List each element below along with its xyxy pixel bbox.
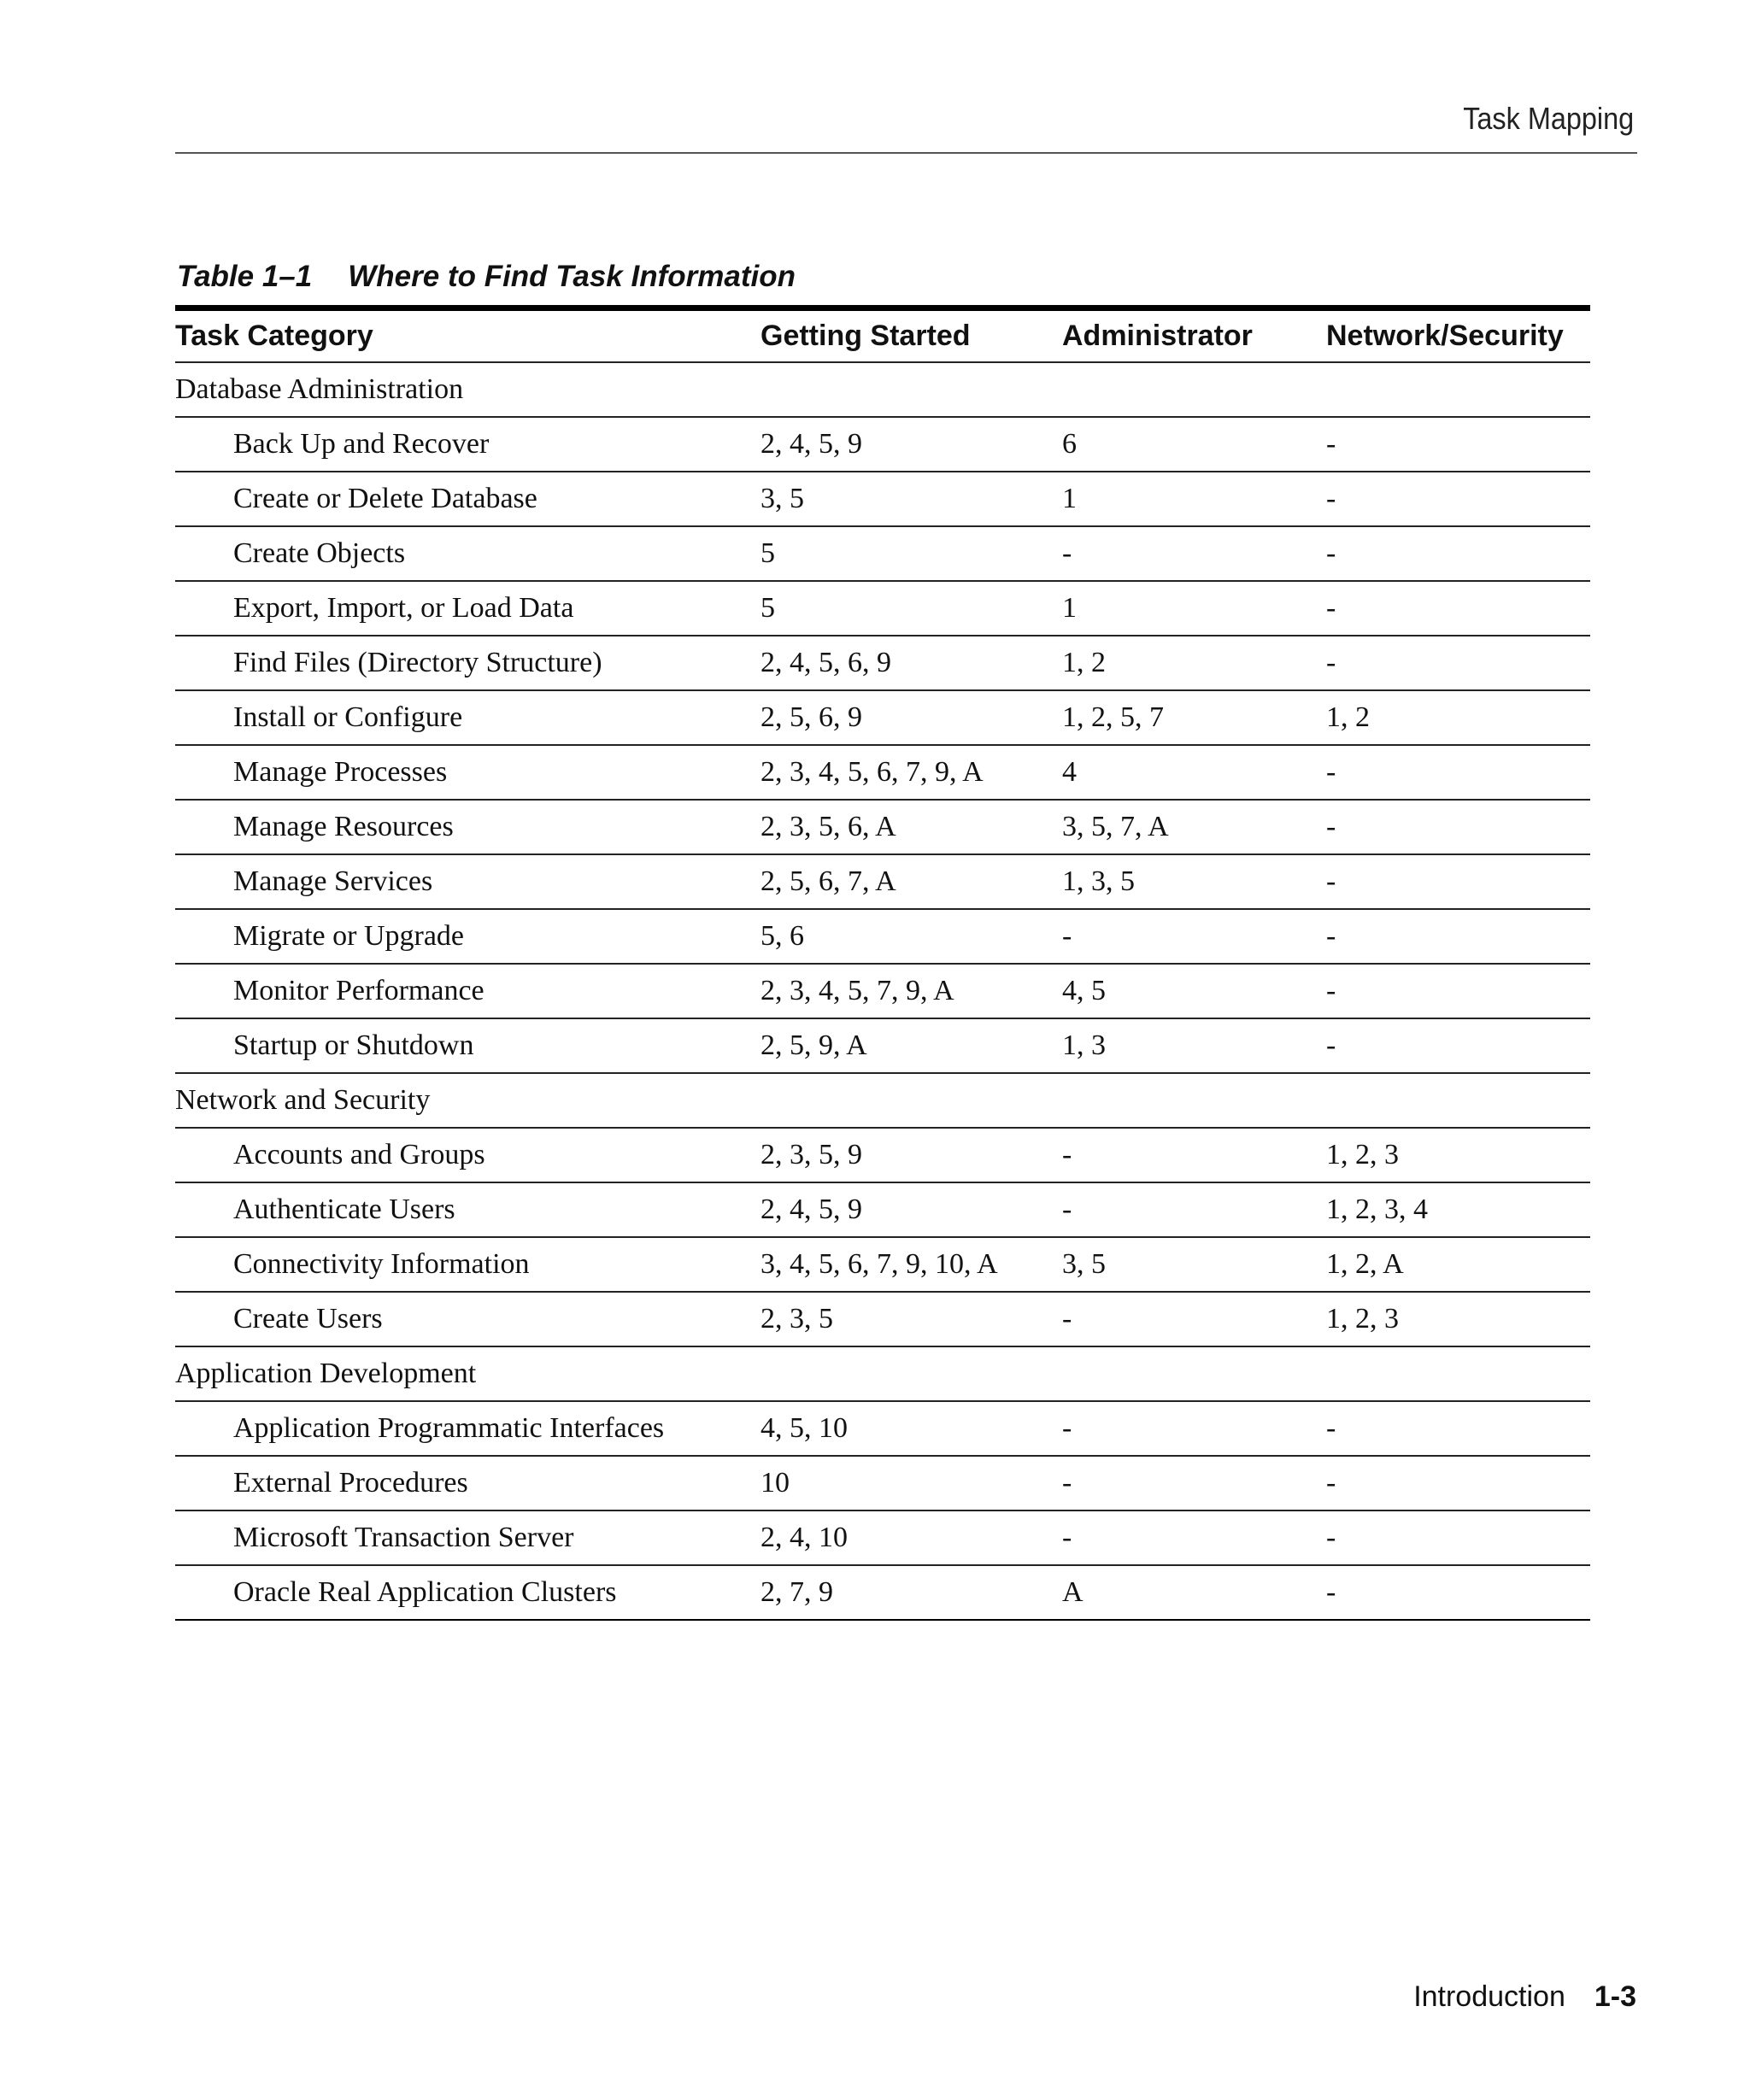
getting-started-cell: 2, 3, 5 [760, 1292, 1062, 1346]
getting-started-cell: 5 [760, 526, 1062, 581]
network-security-cell: 1, 2, A [1326, 1237, 1590, 1292]
table-row [175, 636, 1590, 690]
table-row [175, 854, 1590, 909]
table-header-row [175, 308, 1590, 363]
column-header-getting-started: Getting Started [760, 308, 1062, 363]
task-name: Manage Services [175, 854, 760, 909]
table-row [175, 964, 1590, 1018]
task-name: Install or Configure [175, 690, 760, 745]
network-security-cell: - [1326, 1565, 1590, 1620]
administrator-cell: 1, 2 [1062, 636, 1326, 690]
administrator-cell: 3, 5, 7, A [1062, 800, 1326, 854]
network-security-cell: - [1326, 1510, 1590, 1565]
network-security-cell: - [1326, 909, 1590, 964]
getting-started-cell: 2, 5, 9, A [760, 1018, 1062, 1073]
table-row [175, 800, 1590, 854]
administrator-cell: - [1062, 909, 1326, 964]
getting-started-cell: 2, 4, 10 [760, 1510, 1062, 1565]
task-name: Authenticate Users [175, 1182, 760, 1237]
administrator-cell: 3, 5 [1062, 1237, 1326, 1292]
category-row [175, 1346, 1590, 1401]
administrator-cell: - [1062, 1292, 1326, 1346]
network-security-cell: - [1326, 800, 1590, 854]
getting-started-cell: 5 [760, 581, 1062, 636]
task-name: Manage Processes [175, 745, 760, 800]
task-name: Export, Import, or Load Data [175, 581, 760, 636]
table-row [175, 1128, 1590, 1182]
task-name: External Procedures [175, 1456, 760, 1510]
network-security-cell: - [1326, 964, 1590, 1018]
administrator-cell: 1, 2, 5, 7 [1062, 690, 1326, 745]
table-row [175, 1401, 1590, 1456]
getting-started-cell: 2, 3, 4, 5, 7, 9, A [760, 964, 1062, 1018]
administrator-cell: 4, 5 [1062, 964, 1326, 1018]
task-name: Manage Resources [175, 800, 760, 854]
network-security-cell: 1, 2, 3 [1326, 1292, 1590, 1346]
network-security-cell: - [1326, 636, 1590, 690]
task-name: Oracle Real Application Clusters [175, 1565, 760, 1620]
administrator-cell: - [1062, 1128, 1326, 1182]
getting-started-cell: 2, 3, 4, 5, 6, 7, 9, A [760, 745, 1062, 800]
table-row [175, 745, 1590, 800]
table-row [175, 1292, 1590, 1346]
running-head: Task Mapping [1463, 101, 1634, 136]
network-security-cell: - [1326, 581, 1590, 636]
column-header-task-category: Task Category [175, 308, 760, 363]
network-security-cell: 1, 2, 3, 4 [1326, 1182, 1590, 1237]
column-header-administrator: Administrator [1062, 308, 1326, 363]
task-name: Application Programmatic Interfaces [175, 1401, 760, 1456]
network-security-cell: - [1326, 1018, 1590, 1073]
getting-started-cell: 10 [760, 1456, 1062, 1510]
table-row [175, 1018, 1590, 1073]
administrator-cell: - [1062, 1401, 1326, 1456]
table-row [175, 1182, 1590, 1237]
administrator-cell: 1 [1062, 472, 1326, 526]
column-header-network-security: Network/Security [1326, 308, 1590, 363]
table-row [175, 1456, 1590, 1510]
administrator-cell: - [1062, 1182, 1326, 1237]
network-security-cell: 1, 2 [1326, 690, 1590, 745]
task-name: Accounts and Groups [175, 1128, 760, 1182]
category-label: Network and Security [175, 1073, 1590, 1128]
network-security-cell: - [1326, 854, 1590, 909]
task-name: Monitor Performance [175, 964, 760, 1018]
network-security-cell: - [1326, 472, 1590, 526]
task-name: Create Objects [175, 526, 760, 581]
table-row [175, 1237, 1590, 1292]
administrator-cell: - [1062, 526, 1326, 581]
getting-started-cell: 3, 5 [760, 472, 1062, 526]
category-row [175, 1073, 1590, 1128]
getting-started-cell: 2, 4, 5, 9 [760, 417, 1062, 472]
network-security-cell: - [1326, 526, 1590, 581]
administrator-cell: 1 [1062, 581, 1326, 636]
table-row [175, 1565, 1590, 1620]
footer-section-title: Introduction [1413, 1980, 1565, 2013]
administrator-cell: - [1062, 1456, 1326, 1510]
category-row [175, 362, 1590, 417]
task-name: Connectivity Information [175, 1237, 760, 1292]
task-name: Create Users [175, 1292, 760, 1346]
page-number: 1-3 [1594, 1980, 1636, 2013]
table-row [175, 417, 1590, 472]
table-caption-title: Where to Find Task Information [348, 260, 796, 293]
task-name: Back Up and Recover [175, 417, 760, 472]
network-security-cell: - [1326, 1456, 1590, 1510]
getting-started-cell: 2, 3, 5, 6, A [760, 800, 1062, 854]
administrator-cell: 6 [1062, 417, 1326, 472]
task-name: Migrate or Upgrade [175, 909, 760, 964]
network-security-cell: 1, 2, 3 [1326, 1128, 1590, 1182]
page-footer [1413, 1980, 1636, 2014]
table-row [175, 472, 1590, 526]
table-caption [177, 260, 796, 294]
table-row [175, 581, 1590, 636]
network-security-cell: - [1326, 417, 1590, 472]
table-row [175, 909, 1590, 964]
administrator-cell: 4 [1062, 745, 1326, 800]
task-name: Create or Delete Database [175, 472, 760, 526]
getting-started-cell: 3, 4, 5, 6, 7, 9, 10, A [760, 1237, 1062, 1292]
getting-started-cell: 4, 5, 10 [760, 1401, 1062, 1456]
table-caption-number: Table 1–1 [177, 260, 313, 293]
category-label: Application Development [175, 1346, 1590, 1401]
task-name: Microsoft Transaction Server [175, 1510, 760, 1565]
table-row [175, 690, 1590, 745]
table-row [175, 526, 1590, 581]
getting-started-cell: 2, 3, 5, 9 [760, 1128, 1062, 1182]
administrator-cell: A [1062, 1565, 1326, 1620]
header-rule [175, 152, 1637, 154]
task-name: Find Files (Directory Structure) [175, 636, 760, 690]
administrator-cell: 1, 3 [1062, 1018, 1326, 1073]
getting-started-cell: 2, 5, 6, 7, A [760, 854, 1062, 909]
getting-started-cell: 2, 4, 5, 9 [760, 1182, 1062, 1237]
task-name: Startup or Shutdown [175, 1018, 760, 1073]
getting-started-cell: 2, 5, 6, 9 [760, 690, 1062, 745]
network-security-cell: - [1326, 1401, 1590, 1456]
administrator-cell: - [1062, 1510, 1326, 1565]
getting-started-cell: 2, 4, 5, 6, 9 [760, 636, 1062, 690]
task-information-table [175, 305, 1590, 1621]
category-label: Database Administration [175, 362, 1590, 417]
network-security-cell: - [1326, 745, 1590, 800]
getting-started-cell: 5, 6 [760, 909, 1062, 964]
getting-started-cell: 2, 7, 9 [760, 1565, 1062, 1620]
administrator-cell: 1, 3, 5 [1062, 854, 1326, 909]
table-row [175, 1510, 1590, 1565]
